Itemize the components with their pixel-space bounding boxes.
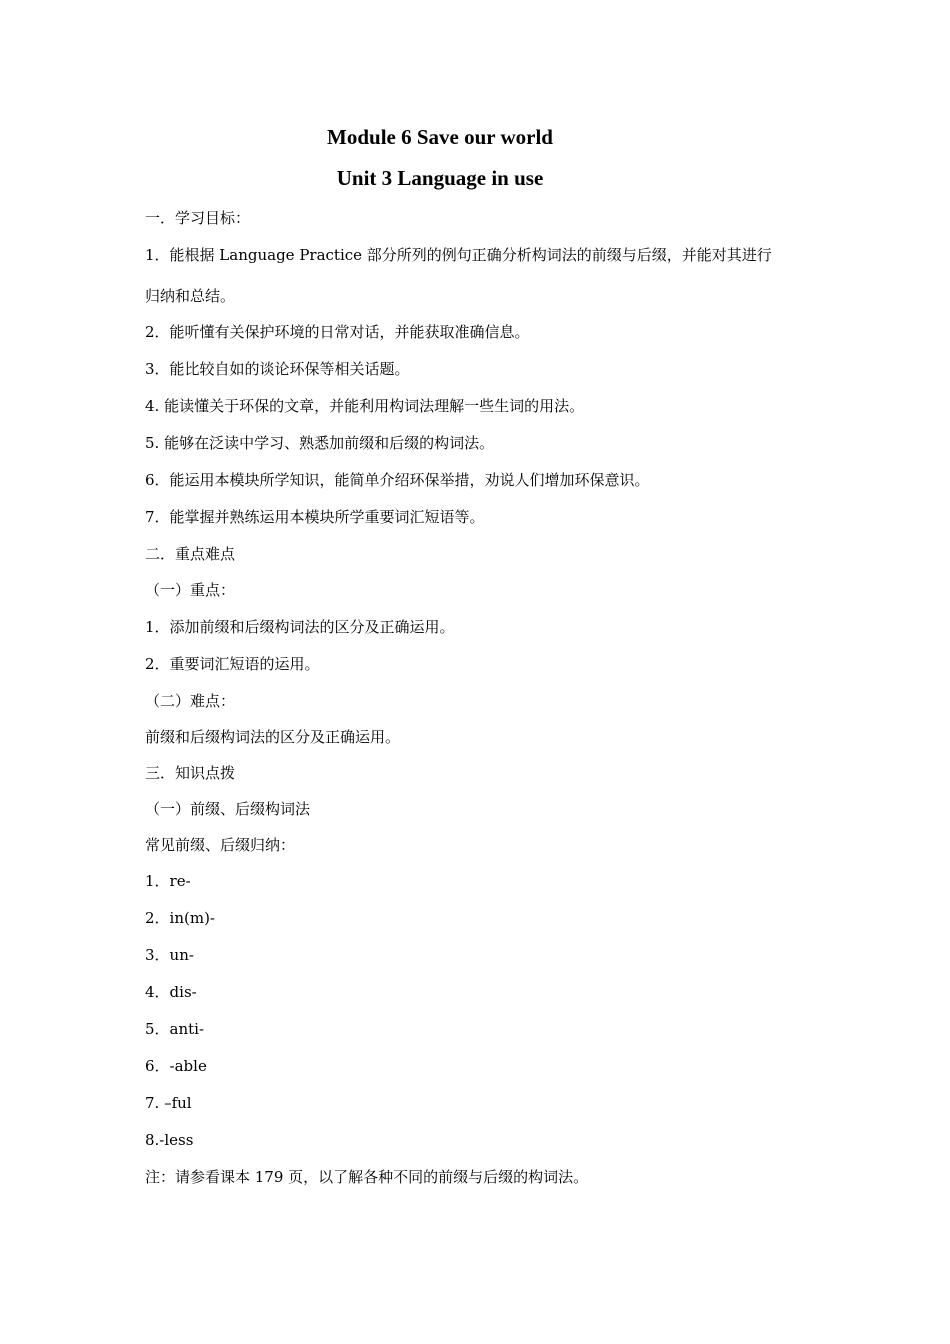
objective-item-6: 6．能运用本模块所学知识，能简单介绍环保举措，劝说人们增加环保意识。 (145, 471, 650, 489)
objective-item-1: 1．能根据 Language Practice 部分所列的例句正确分析构词法的前缀与后缀，并能对其进行 (145, 246, 772, 264)
key-point-item-2: 2．重要词汇短语的运用。 (145, 655, 320, 673)
subheading-difficulties: （二）难点： (145, 692, 236, 710)
affix-item-ful: 7. –ful (145, 1094, 192, 1112)
affix-item-in: 2．in(m)- (145, 909, 215, 927)
affix-item-re: 1．re- (145, 872, 191, 890)
affix-item-dis: 4．dis- (145, 983, 197, 1001)
note-textbook-reference: 注：请参看课本 179 页，以了解各种不同的前缀与后缀的构词法。 (145, 1168, 589, 1186)
section-heading-key-points: 二．重点难点 (145, 545, 236, 563)
subheading-key-points: （一）重点： (145, 581, 236, 599)
objective-item-2: 2．能听懂有关保护环境的日常对话，并能获取准确信息。 (145, 323, 530, 341)
affix-summary-intro: 常见前缀、后缀归纳： (145, 836, 296, 854)
objective-item-1-continued: 归纳和总结。 (145, 287, 236, 305)
affix-item-anti: 5．anti- (145, 1020, 205, 1038)
difficulty-item: 前缀和后缀构词法的区分及正确运用。 (145, 728, 401, 746)
unit-subtitle: Unit 3 Language in use (336, 166, 544, 190)
objective-item-3: 3．能比较自如的谈论环保等相关话题。 (145, 360, 410, 378)
module-title: Module 6 Save our world (327, 125, 553, 149)
subheading-word-formation: （一）前缀、后缀构词法 (145, 800, 311, 818)
affix-item-un: 3．un- (145, 946, 194, 964)
objective-item-5: 5. 能够在泛读中学习、熟悉加前缀和后缀的构词法。 (145, 434, 495, 452)
affix-item-less: 8.-less (145, 1131, 194, 1149)
objective-item-7: 7．能掌握并熟练运用本模块所学重要词汇短语等。 (145, 508, 485, 526)
objective-item-4: 4. 能读懂关于环保的文章，并能利用构词法理解一些生词的用法。 (145, 397, 585, 415)
key-point-item-1: 1．添加前缀和后缀构词法的区分及正确运用。 (145, 618, 455, 636)
section-heading-knowledge: 三．知识点拨 (145, 764, 236, 782)
section-heading-objectives: 一．学习目标： (145, 209, 251, 227)
affix-item-able: 6．-able (145, 1057, 207, 1075)
